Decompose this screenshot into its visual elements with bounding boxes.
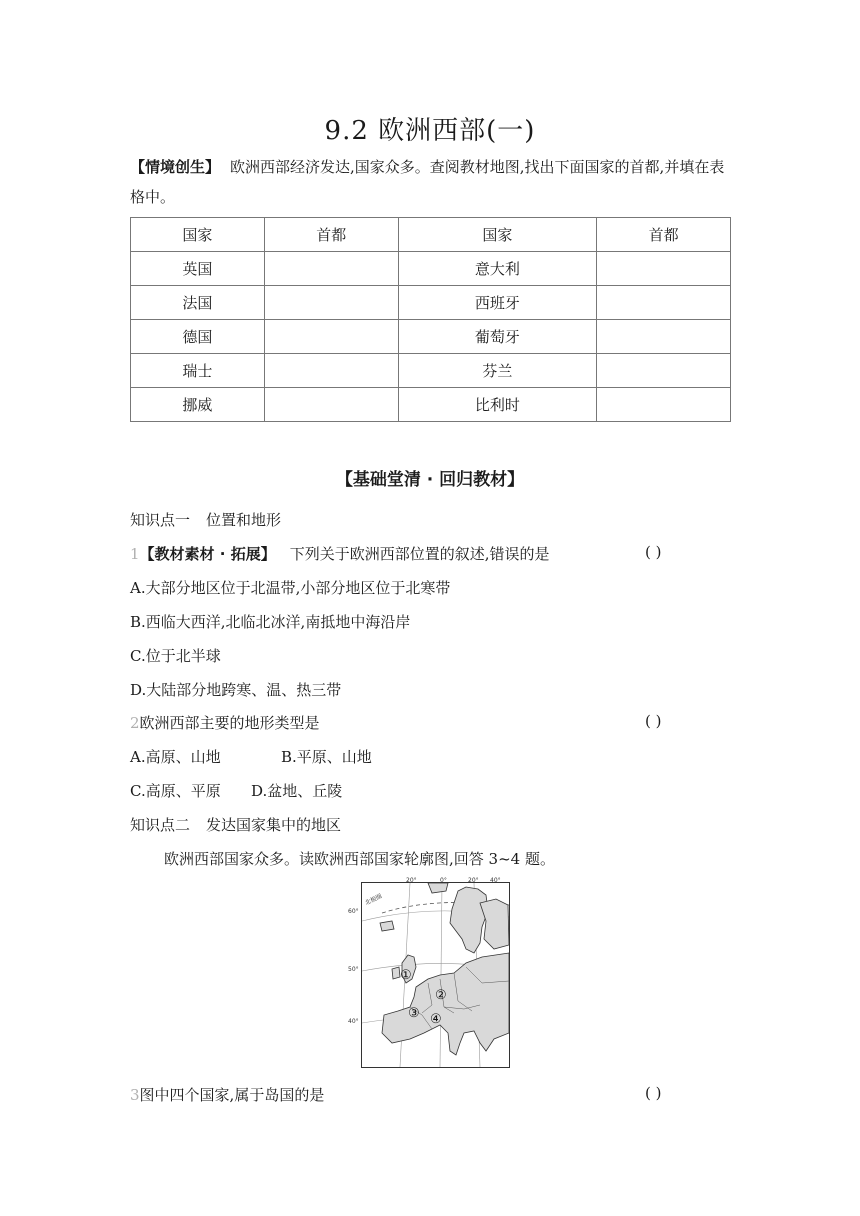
answer-blank[interactable]: ( )	[645, 543, 662, 561]
country-cell: 比利时	[398, 388, 597, 422]
question-number: 2	[130, 714, 140, 732]
reading-passage: 欧洲西部国家众多。读欧洲西部国家轮廓图,回答 3~4 题。	[164, 850, 555, 868]
intro-paragraph	[130, 152, 732, 212]
western-europe-map	[348, 877, 510, 1068]
capital-answer-cell[interactable]	[597, 354, 731, 388]
lon-label: 20°	[468, 877, 479, 884]
question-1	[130, 543, 549, 564]
capital-answer-cell[interactable]	[597, 388, 731, 422]
question-3	[130, 1084, 324, 1105]
table-row	[131, 354, 731, 388]
capital-answer-cell[interactable]	[264, 354, 398, 388]
answer-blank[interactable]: ( )	[645, 1084, 662, 1102]
country-cell: 英国	[131, 252, 265, 286]
option-d[interactable]: D.盆地、丘陵	[251, 782, 343, 800]
table-row	[131, 320, 731, 354]
capitals-table	[130, 217, 731, 422]
capital-answer-cell[interactable]	[264, 286, 398, 320]
lon-label: 20°	[406, 877, 417, 884]
capital-answer-cell[interactable]	[597, 320, 731, 354]
intro-lead: 【情境创生】	[130, 158, 221, 176]
country-cell: 芬兰	[398, 354, 597, 388]
question-tag: 【教材素材 · 拓展】	[139, 545, 276, 563]
option-a[interactable]: A.大部分地区位于北温带,小部分地区位于北寒带	[130, 579, 451, 597]
answer-blank[interactable]: ( )	[645, 712, 662, 730]
question-number: 1	[130, 545, 140, 563]
map-label-1: ①	[400, 968, 412, 983]
question-text: 图中四个国家,属于岛国的是	[139, 1086, 325, 1104]
capital-answer-cell[interactable]	[264, 320, 398, 354]
table-header: 国家	[398, 218, 597, 252]
kp-label: 知识点二	[130, 816, 191, 834]
lon-label: 0°	[440, 877, 447, 884]
country-cell: 德国	[131, 320, 265, 354]
question-number: 3	[130, 1086, 140, 1104]
option-b[interactable]: B.平原、山地	[281, 748, 372, 766]
option-d[interactable]: D.大陆部分地跨寒、温、热三带	[130, 681, 342, 699]
question-text: 下列关于欧洲西部位置的叙述,错误的是	[289, 545, 550, 563]
table-header-row	[131, 218, 731, 252]
table-row	[131, 286, 731, 320]
arctic-circle-label: 北极圈	[363, 892, 384, 907]
option-b[interactable]: B.西临大西洋,北临北冰洋,南抵地中海沿岸	[130, 613, 411, 631]
country-cell: 瑞士	[131, 354, 265, 388]
table-header: 首都	[264, 218, 398, 252]
capital-answer-cell[interactable]	[597, 252, 731, 286]
kp-text: 发达国家集中的地区	[206, 816, 342, 834]
table-header: 国家	[131, 218, 265, 252]
map-svg	[348, 877, 509, 1067]
country-cell: 意大利	[398, 252, 597, 286]
page-title: 9.2 欧洲西部(一)	[324, 116, 536, 146]
lon-label: 40°	[490, 877, 501, 884]
greenland-edge	[428, 883, 448, 893]
map-label-2: ②	[435, 988, 447, 1003]
map-label-4: ④	[430, 1012, 442, 1027]
option-a[interactable]: A.高原、山地	[130, 748, 221, 766]
capital-answer-cell[interactable]	[264, 252, 398, 286]
option-c[interactable]: C.高原、平原	[130, 782, 221, 800]
kp-label: 知识点一	[130, 511, 191, 529]
ireland	[392, 967, 400, 979]
knowledge-point-2	[130, 814, 341, 835]
lat-label: 50°	[348, 966, 359, 973]
lat-label: 40°	[348, 1018, 359, 1025]
iceland	[380, 921, 394, 931]
question-text: 欧洲西部主要的地形类型是	[139, 714, 320, 732]
country-cell: 葡萄牙	[398, 320, 597, 354]
map-label-3: ③	[408, 1006, 420, 1021]
country-cell: 法国	[131, 286, 265, 320]
country-cell: 挪威	[131, 388, 265, 422]
lat-label: 60°	[348, 908, 359, 915]
country-cell: 西班牙	[398, 286, 597, 320]
table-header: 首都	[597, 218, 731, 252]
capital-answer-cell[interactable]	[597, 286, 731, 320]
capital-answer-cell[interactable]	[264, 388, 398, 422]
table-row	[131, 388, 731, 422]
section-heading: 【基础堂清 · 回归教材】	[335, 470, 525, 490]
table-row	[131, 252, 731, 286]
option-c[interactable]: C.位于北半球	[130, 647, 221, 665]
knowledge-point-1	[130, 509, 281, 530]
intro-text: 欧洲西部经济发达,国家众多。查阅教材地图,找出下面国家的首都,并填在表格中。	[130, 158, 725, 206]
question-2	[130, 712, 320, 733]
kp-text: 位置和地形	[206, 511, 282, 529]
